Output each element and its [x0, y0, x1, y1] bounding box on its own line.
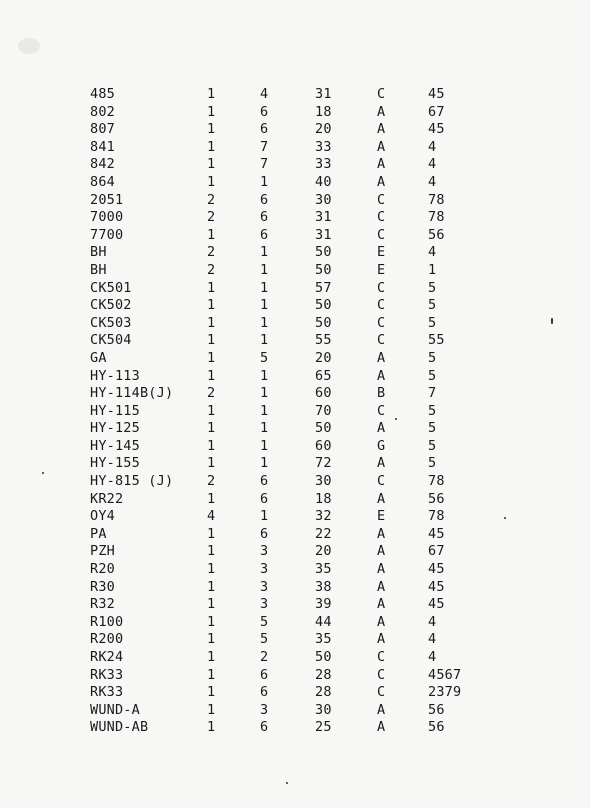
type-cell: 1 [260, 261, 269, 278]
part-code-cell: 841 [90, 138, 115, 155]
part-code-cell: PZH [90, 543, 115, 560]
type-cell: 1 [260, 244, 269, 261]
type-cell: 3 [260, 561, 269, 578]
value-cell: 50 [315, 420, 332, 437]
part-code-cell: HY-155 [90, 455, 140, 472]
part-code-cell: R100 [90, 613, 124, 630]
value-cell: 65 [315, 367, 332, 384]
table-row [90, 455, 490, 473]
quantity-cell: 2 [207, 473, 216, 490]
quantity-cell: 1 [207, 314, 216, 331]
value-cell: 70 [315, 402, 332, 419]
value-cell: 30 [315, 191, 332, 208]
ref-cell: 2379 [428, 684, 462, 701]
grade-cell: A [377, 578, 386, 595]
ref-cell: 78 [428, 508, 445, 525]
part-code-cell: 2051 [90, 191, 124, 208]
type-cell: 7 [260, 156, 269, 173]
part-code-cell: PA [90, 525, 107, 542]
type-cell: 6 [260, 525, 269, 542]
value-cell: 30 [315, 701, 332, 718]
table-row [90, 614, 490, 632]
grade-cell: A [377, 631, 386, 648]
ref-cell: 45 [428, 121, 445, 138]
part-code-cell: BH [90, 261, 107, 278]
part-code-cell: 7000 [90, 209, 124, 226]
part-code-cell: R200 [90, 631, 124, 648]
table-row [90, 438, 490, 456]
parts-table [90, 86, 490, 737]
value-cell: 30 [315, 473, 332, 490]
table-row [90, 192, 490, 210]
value-cell: 33 [315, 156, 332, 173]
value-cell: 39 [315, 596, 332, 613]
value-cell: 60 [315, 385, 332, 402]
value-cell: 18 [315, 490, 332, 507]
quantity-cell: 1 [207, 596, 216, 613]
table-row [90, 702, 490, 720]
grade-cell: A [377, 561, 386, 578]
quantity-cell: 2 [207, 191, 216, 208]
value-cell: 20 [315, 543, 332, 560]
grade-cell: A [377, 701, 386, 718]
type-cell: 1 [260, 297, 269, 314]
table-row [90, 104, 490, 122]
grade-cell: C [377, 314, 386, 331]
part-code-cell: HY-145 [90, 437, 140, 454]
quantity-cell: 1 [207, 578, 216, 595]
value-cell: 35 [315, 561, 332, 578]
value-cell: 18 [315, 103, 332, 120]
value-cell: 31 [315, 209, 332, 226]
paper-speck [551, 318, 553, 324]
ref-cell: 4 [428, 138, 437, 155]
grade-cell: E [377, 508, 386, 525]
value-cell: 31 [315, 226, 332, 243]
type-cell: 6 [260, 191, 269, 208]
type-cell: 1 [260, 279, 269, 296]
type-cell: 5 [260, 613, 269, 630]
grade-cell: C [377, 279, 386, 296]
part-code-cell: R30 [90, 578, 115, 595]
type-cell: 7 [260, 138, 269, 155]
value-cell: 20 [315, 121, 332, 138]
ref-cell: 67 [428, 543, 445, 560]
ref-cell: 45 [428, 561, 445, 578]
table-row [90, 543, 490, 561]
ref-cell: 67 [428, 103, 445, 120]
part-code-cell: RK33 [90, 666, 124, 683]
type-cell: 1 [260, 173, 269, 190]
type-cell: 6 [260, 209, 269, 226]
table-row [90, 139, 490, 157]
part-code-cell: HY-125 [90, 420, 140, 437]
ref-cell: 4 [428, 156, 437, 173]
type-cell: 4 [260, 86, 269, 102]
ref-cell: 7 [428, 385, 437, 402]
ref-cell: 5 [428, 349, 437, 366]
value-cell: 50 [315, 649, 332, 665]
grade-cell: C [377, 209, 386, 226]
type-cell: 2 [260, 649, 269, 665]
ref-cell: 4 [428, 613, 437, 630]
grade-cell: C [377, 402, 386, 419]
part-code-cell: GA [90, 349, 107, 366]
table-row [90, 491, 490, 509]
grade-cell: A [377, 543, 386, 560]
part-code-cell: HY-113 [90, 367, 140, 384]
table-row [90, 631, 490, 649]
table-row [90, 244, 490, 262]
ref-cell: 1 [428, 261, 437, 278]
type-cell: 1 [260, 332, 269, 349]
ref-cell: 5 [428, 402, 437, 419]
type-cell: 1 [260, 402, 269, 419]
table-row [90, 332, 490, 350]
ref-cell: 45 [428, 525, 445, 542]
grade-cell: A [377, 420, 386, 437]
type-cell: 6 [260, 666, 269, 683]
quantity-cell: 1 [207, 121, 216, 138]
grade-cell: E [377, 261, 386, 278]
table-row [90, 649, 490, 667]
quantity-cell: 1 [207, 86, 216, 102]
quantity-cell: 1 [207, 402, 216, 419]
type-cell: 3 [260, 596, 269, 613]
quantity-cell: 1 [207, 701, 216, 718]
type-cell: 1 [260, 420, 269, 437]
grade-cell: A [377, 121, 386, 138]
part-code-cell: KR22 [90, 490, 124, 507]
type-cell: 3 [260, 701, 269, 718]
part-code-cell: 7700 [90, 226, 124, 243]
quantity-cell: 1 [207, 649, 216, 665]
table-row [90, 227, 490, 245]
quantity-cell: 1 [207, 173, 216, 190]
value-cell: 50 [315, 261, 332, 278]
paper-speck [286, 782, 288, 784]
quantity-cell: 1 [207, 156, 216, 173]
quantity-cell: 1 [207, 138, 216, 155]
grade-cell: C [377, 666, 386, 683]
part-code-cell: BH [90, 244, 107, 261]
grade-cell: C [377, 684, 386, 701]
table-row [90, 156, 490, 174]
value-cell: 28 [315, 666, 332, 683]
table-row [90, 579, 490, 597]
ref-cell: 56 [428, 490, 445, 507]
grade-cell: A [377, 525, 386, 542]
paper-smudge [18, 38, 40, 54]
part-code-cell: HY-815 (J) [90, 473, 174, 490]
grade-cell: A [377, 455, 386, 472]
grade-cell: A [377, 490, 386, 507]
quantity-cell: 1 [207, 332, 216, 349]
type-cell: 1 [260, 437, 269, 454]
part-code-cell: 485 [90, 86, 115, 102]
ref-cell: 5 [428, 437, 437, 454]
part-code-cell: R20 [90, 561, 115, 578]
grade-cell: C [377, 226, 386, 243]
type-cell: 1 [260, 367, 269, 384]
part-code-cell: 864 [90, 173, 115, 190]
quantity-cell: 1 [207, 543, 216, 560]
ref-cell: 4 [428, 173, 437, 190]
ref-cell: 55 [428, 332, 445, 349]
grade-cell: A [377, 103, 386, 120]
quantity-cell: 1 [207, 525, 216, 542]
table-row [90, 280, 490, 298]
ref-cell: 78 [428, 209, 445, 226]
type-cell: 5 [260, 631, 269, 648]
part-code-cell: HY-114B(J) [90, 385, 174, 402]
ref-cell: 5 [428, 314, 437, 331]
type-cell: 6 [260, 473, 269, 490]
value-cell: 31 [315, 86, 332, 102]
value-cell: 50 [315, 297, 332, 314]
table-row [90, 508, 490, 526]
quantity-cell: 1 [207, 103, 216, 120]
grade-cell: A [377, 719, 386, 736]
value-cell: 32 [315, 508, 332, 525]
type-cell: 3 [260, 578, 269, 595]
quantity-cell: 1 [207, 297, 216, 314]
value-cell: 55 [315, 332, 332, 349]
part-code-cell: CK501 [90, 279, 132, 296]
table-row [90, 262, 490, 280]
ref-cell: 45 [428, 596, 445, 613]
ref-cell: 4 [428, 631, 437, 648]
type-cell: 6 [260, 490, 269, 507]
quantity-cell: 1 [207, 613, 216, 630]
quantity-cell: 1 [207, 684, 216, 701]
table-row [90, 385, 490, 403]
grade-cell: E [377, 244, 386, 261]
paper-speck [42, 472, 44, 474]
type-cell: 6 [260, 103, 269, 120]
table-row [90, 174, 490, 192]
quantity-cell: 1 [207, 367, 216, 384]
ref-cell: 56 [428, 701, 445, 718]
part-code-cell: CK504 [90, 332, 132, 349]
grade-cell: A [377, 613, 386, 630]
table-row [90, 719, 490, 737]
quantity-cell: 1 [207, 490, 216, 507]
value-cell: 57 [315, 279, 332, 296]
quantity-cell: 1 [207, 666, 216, 683]
grade-cell: A [377, 156, 386, 173]
value-cell: 60 [315, 437, 332, 454]
grade-cell: C [377, 86, 386, 102]
ref-cell: 5 [428, 367, 437, 384]
part-code-cell: R32 [90, 596, 115, 613]
part-code-cell: HY-115 [90, 402, 140, 419]
grade-cell: C [377, 297, 386, 314]
part-code-cell: 802 [90, 103, 115, 120]
table-row [90, 596, 490, 614]
table-row [90, 684, 490, 702]
paper-speck [504, 517, 506, 519]
quantity-cell: 2 [207, 385, 216, 402]
type-cell: 6 [260, 226, 269, 243]
value-cell: 44 [315, 613, 332, 630]
table-row [90, 526, 490, 544]
ref-cell: 5 [428, 420, 437, 437]
value-cell: 40 [315, 173, 332, 190]
value-cell: 22 [315, 525, 332, 542]
grade-cell: C [377, 332, 386, 349]
part-code-cell: CK503 [90, 314, 132, 331]
type-cell: 6 [260, 719, 269, 736]
quantity-cell: 1 [207, 279, 216, 296]
ref-cell: 45 [428, 578, 445, 595]
type-cell: 6 [260, 121, 269, 138]
type-cell: 1 [260, 455, 269, 472]
value-cell: 50 [315, 314, 332, 331]
value-cell: 28 [315, 684, 332, 701]
ref-cell: 56 [428, 226, 445, 243]
table-row [90, 561, 490, 579]
grade-cell: A [377, 349, 386, 366]
part-code-cell: 842 [90, 156, 115, 173]
table-row [90, 297, 490, 315]
quantity-cell: 1 [207, 631, 216, 648]
type-cell: 1 [260, 385, 269, 402]
table-row [90, 121, 490, 139]
table-row [90, 368, 490, 386]
ref-cell: 5 [428, 279, 437, 296]
quantity-cell: 1 [207, 420, 216, 437]
part-code-cell: CK502 [90, 297, 132, 314]
part-code-cell: OY4 [90, 508, 115, 525]
ref-cell: 5 [428, 297, 437, 314]
quantity-cell: 2 [207, 244, 216, 261]
part-code-cell: RK33 [90, 684, 124, 701]
ref-cell: 4567 [428, 666, 462, 683]
grade-cell: C [377, 473, 386, 490]
table-row [90, 86, 490, 104]
quantity-cell: 1 [207, 719, 216, 736]
grade-cell: A [377, 367, 386, 384]
type-cell: 5 [260, 349, 269, 366]
quantity-cell: 2 [207, 209, 216, 226]
quantity-cell: 1 [207, 455, 216, 472]
ref-cell: 4 [428, 649, 437, 665]
grade-cell: C [377, 649, 386, 665]
part-code-cell: 807 [90, 121, 115, 138]
ref-cell: 78 [428, 191, 445, 208]
ref-cell: 45 [428, 86, 445, 102]
value-cell: 38 [315, 578, 332, 595]
value-cell: 33 [315, 138, 332, 155]
type-cell: 1 [260, 508, 269, 525]
type-cell: 3 [260, 543, 269, 560]
table-row [90, 350, 490, 368]
part-code-cell: WUND-A [90, 701, 140, 718]
value-cell: 72 [315, 455, 332, 472]
quantity-cell: 2 [207, 261, 216, 278]
grade-cell: G [377, 437, 386, 454]
table-row [90, 667, 490, 685]
quantity-cell: 1 [207, 561, 216, 578]
ref-cell: 4 [428, 244, 437, 261]
table-row [90, 315, 490, 333]
grade-cell: B [377, 385, 386, 402]
quantity-cell: 1 [207, 349, 216, 366]
value-cell: 25 [315, 719, 332, 736]
grade-cell: A [377, 596, 386, 613]
ref-cell: 78 [428, 473, 445, 490]
grade-cell: C [377, 191, 386, 208]
quantity-cell: 1 [207, 437, 216, 454]
part-code-cell: RK24 [90, 649, 124, 665]
type-cell: 6 [260, 684, 269, 701]
value-cell: 35 [315, 631, 332, 648]
value-cell: 20 [315, 349, 332, 366]
grade-cell: A [377, 173, 386, 190]
value-cell: 50 [315, 244, 332, 261]
grade-cell: A [377, 138, 386, 155]
part-code-cell: WUND-AB [90, 719, 149, 736]
table-row [90, 420, 490, 438]
ref-cell: 56 [428, 719, 445, 736]
quantity-cell: 4 [207, 508, 216, 525]
table-row [90, 403, 490, 421]
quantity-cell: 1 [207, 226, 216, 243]
table-row [90, 209, 490, 227]
table-row [90, 473, 490, 491]
type-cell: 1 [260, 314, 269, 331]
ref-cell: 5 [428, 455, 437, 472]
